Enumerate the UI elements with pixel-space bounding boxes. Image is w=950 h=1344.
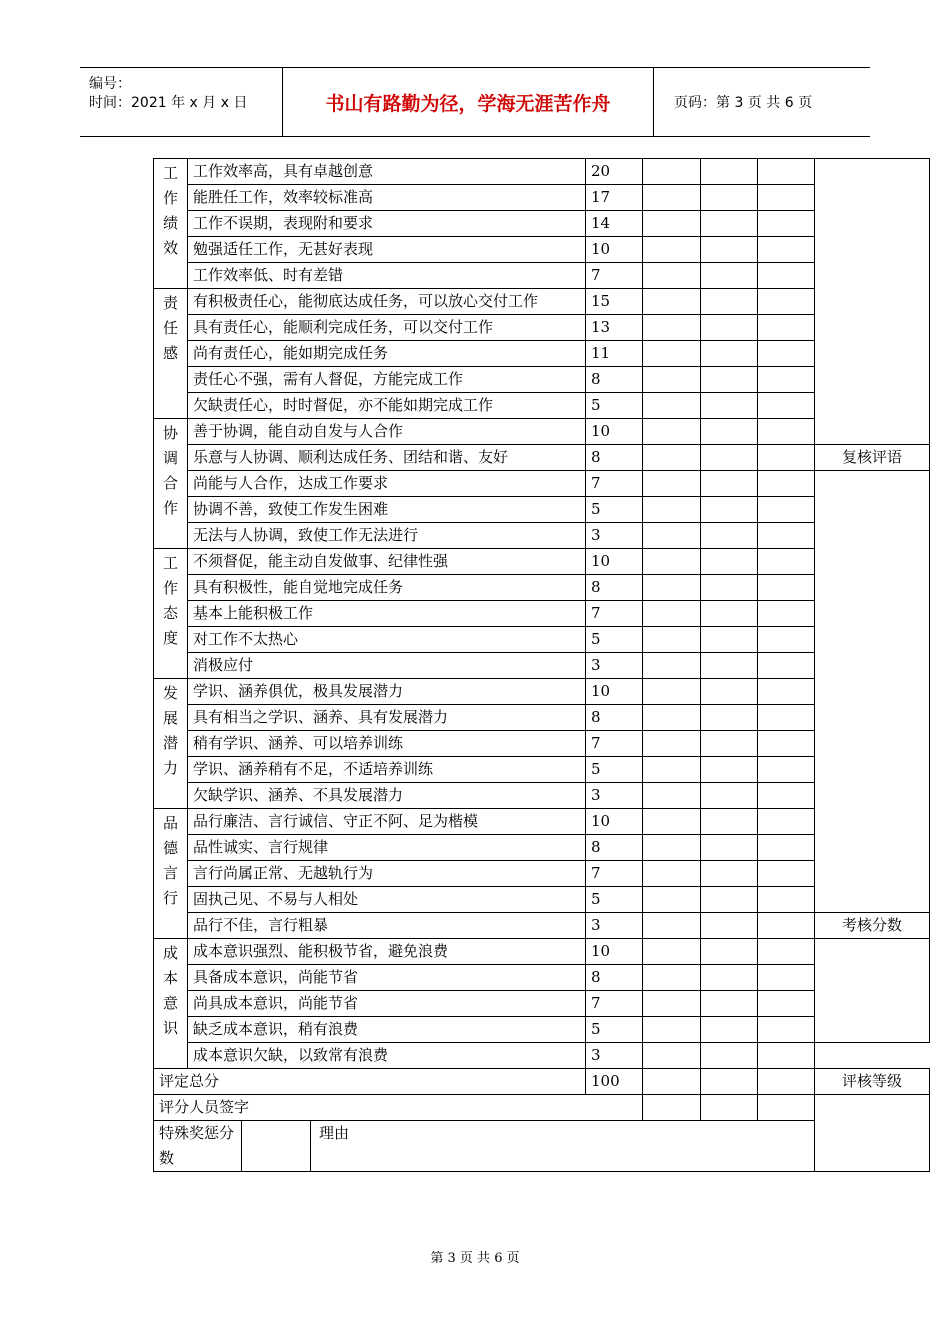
self-score-cell — [643, 211, 701, 237]
table-row — [154, 809, 930, 835]
self-score-cell — [643, 705, 701, 731]
self-score-cell — [643, 809, 701, 835]
review-score-cell — [758, 211, 815, 237]
criterion-desc: 乐意与人协调、顺利达成任务、团结和谐、友好 — [188, 445, 586, 471]
review-score-cell — [758, 393, 815, 419]
criterion-desc: 协调不善，致使工作发生困难 — [188, 497, 586, 523]
criterion-desc: 对工作不太热心 — [188, 627, 586, 653]
table-row — [154, 367, 930, 393]
self-score-cell — [643, 783, 701, 809]
manager-score-cell — [701, 211, 758, 237]
manager-score-cell — [701, 913, 758, 939]
criterion-desc: 欠缺责任心，时时督促，亦不能如期完成工作 — [188, 393, 586, 419]
review-score-cell — [758, 471, 815, 497]
review-score-cell — [758, 159, 815, 185]
review-score-cell — [758, 523, 815, 549]
table-row — [154, 211, 930, 237]
criterion-desc: 具有责任心，能顺利完成任务，可以交付工作 — [188, 315, 586, 341]
manager-score-cell — [701, 1043, 758, 1069]
total-score: 100 — [586, 1069, 643, 1095]
table-row — [154, 887, 930, 913]
criterion-desc: 尚能与人合作，达成工作要求 — [188, 471, 586, 497]
manager-score-cell — [701, 471, 758, 497]
total-self-cell — [643, 1069, 701, 1095]
self-score-cell — [643, 523, 701, 549]
review-score-cell — [758, 679, 815, 705]
review-score-cell — [758, 341, 815, 367]
criterion-desc: 学识、涵养稍有不足，不适培养训练 — [188, 757, 586, 783]
review-score-cell — [758, 549, 815, 575]
table-row — [154, 263, 930, 289]
criterion-desc: 工作效率高，具有卓越创意 — [188, 159, 586, 185]
review-score-cell — [758, 887, 815, 913]
table-row — [154, 289, 930, 315]
self-score-cell — [643, 341, 701, 367]
criterion-score: 5 — [586, 627, 643, 653]
review-comment-label: 复核评语 — [815, 445, 930, 471]
self-score-cell — [643, 653, 701, 679]
review-score-cell — [758, 497, 815, 523]
category-label: 工作态度 — [163, 554, 179, 647]
review-score-cell — [758, 185, 815, 211]
table-row — [154, 237, 930, 263]
table-row — [154, 991, 930, 1017]
criterion-score: 5 — [586, 887, 643, 913]
criterion-desc: 具有相当之学识、涵养、具有发展潜力 — [188, 705, 586, 731]
category-label: 责任感 — [163, 294, 179, 362]
review-score-cell — [758, 757, 815, 783]
self-score-cell — [643, 159, 701, 185]
review-score-cell — [758, 445, 815, 471]
category-label: 协调合作 — [163, 424, 179, 517]
review-score-cell — [758, 653, 815, 679]
self-score-cell — [643, 757, 701, 783]
manager-score-cell — [701, 237, 758, 263]
manager-score-cell — [701, 653, 758, 679]
manager-score-cell — [701, 679, 758, 705]
manager-score-cell — [701, 393, 758, 419]
review-score-cell — [758, 965, 815, 991]
manager-score-cell — [701, 757, 758, 783]
self-score-cell — [643, 731, 701, 757]
review-score-cell — [758, 1043, 815, 1069]
table-row — [154, 731, 930, 757]
category-cell — [154, 289, 188, 419]
criterion-score: 17 — [586, 185, 643, 211]
table-row — [154, 341, 930, 367]
criterion-desc: 无法与人协调，致使工作无法进行 — [188, 523, 586, 549]
table-row — [154, 965, 930, 991]
criterion-score: 3 — [586, 913, 643, 939]
criterion-score: 3 — [586, 1043, 643, 1069]
criterion-score: 7 — [586, 991, 643, 1017]
category-cell — [154, 939, 188, 1069]
criterion-score: 20 — [586, 159, 643, 185]
manager-score-cell — [701, 809, 758, 835]
self-score-cell — [643, 497, 701, 523]
category-label: 工作绩效 — [163, 164, 179, 257]
criterion-score: 7 — [586, 263, 643, 289]
review-score-cell — [758, 705, 815, 731]
table-row — [154, 549, 930, 575]
criterion-score: 15 — [586, 289, 643, 315]
manager-score-cell — [701, 575, 758, 601]
manager-score-cell — [701, 783, 758, 809]
review-score-cell — [758, 1017, 815, 1043]
side-blank — [815, 159, 930, 445]
manager-score-cell — [701, 549, 758, 575]
page-header — [80, 67, 870, 137]
criterion-desc: 成本意识强烈、能积极节省，避免浪费 — [188, 939, 586, 965]
table-row — [154, 159, 930, 185]
review-score-cell — [758, 913, 815, 939]
special-row — [154, 1121, 930, 1172]
header-meta — [80, 68, 283, 136]
category-cell — [154, 419, 188, 549]
review-score-cell — [758, 601, 815, 627]
manager-score-cell — [701, 861, 758, 887]
criterion-score: 5 — [586, 497, 643, 523]
criterion-desc: 消极应付 — [188, 653, 586, 679]
review-score-cell — [758, 419, 815, 445]
criterion-score: 3 — [586, 523, 643, 549]
table-row — [154, 679, 930, 705]
assessment-score-label: 考核分数 — [815, 913, 930, 939]
signature-row — [154, 1095, 930, 1121]
criterion-score: 8 — [586, 445, 643, 471]
review-score-cell — [758, 367, 815, 393]
total-review-cell — [758, 1069, 815, 1095]
review-score-cell — [758, 835, 815, 861]
manager-score-cell — [701, 601, 758, 627]
manager-score-cell — [701, 705, 758, 731]
table-row — [154, 185, 930, 211]
self-score-cell — [643, 367, 701, 393]
self-score-cell — [643, 549, 701, 575]
table-row — [154, 575, 930, 601]
manager-score-cell — [701, 289, 758, 315]
review-score-cell — [758, 575, 815, 601]
self-score-cell — [643, 991, 701, 1017]
self-score-cell — [643, 419, 701, 445]
criterion-score: 3 — [586, 653, 643, 679]
total-manager-cell — [701, 1069, 758, 1095]
category-cell — [154, 809, 188, 939]
review-score-cell — [758, 289, 815, 315]
category-cell — [154, 549, 188, 679]
criterion-desc: 有积极责任心，能彻底达成任务，可以放心交付工作 — [188, 289, 586, 315]
manager-score-cell — [701, 315, 758, 341]
self-score-cell — [643, 315, 701, 341]
criterion-score: 7 — [586, 861, 643, 887]
self-score-cell — [643, 471, 701, 497]
self-score-cell — [643, 835, 701, 861]
table-row — [154, 393, 930, 419]
assessment-score-area — [815, 939, 930, 1043]
criterion-score: 7 — [586, 601, 643, 627]
criterion-score: 3 — [586, 783, 643, 809]
table-row — [154, 445, 930, 471]
category-label: 成本意识 — [163, 944, 179, 1037]
review-score-cell — [758, 263, 815, 289]
self-score-cell — [643, 289, 701, 315]
manager-score-cell — [701, 263, 758, 289]
category-cell — [154, 159, 188, 289]
criterion-desc: 具有积极性，能自觉地完成任务 — [188, 575, 586, 601]
manager-score-cell — [701, 419, 758, 445]
self-score-cell — [643, 965, 701, 991]
criterion-desc: 成本意识欠缺，以致常有浪费 — [188, 1043, 586, 1069]
table-row — [154, 757, 930, 783]
number-label: 编号： — [89, 76, 131, 92]
table-row — [154, 705, 930, 731]
criterion-desc: 责任心不强，需有人督促，方能完成工作 — [188, 367, 586, 393]
self-score-cell — [643, 575, 701, 601]
criterion-desc: 基本上能积极工作 — [188, 601, 586, 627]
criterion-score: 8 — [586, 575, 643, 601]
table-row — [154, 653, 930, 679]
self-score-cell — [643, 237, 701, 263]
manager-score-cell — [701, 497, 758, 523]
criterion-score: 8 — [586, 835, 643, 861]
criterion-score: 10 — [586, 237, 643, 263]
special-reason-label: 理由 — [311, 1121, 815, 1172]
table-row — [154, 315, 930, 341]
criterion-score: 5 — [586, 1017, 643, 1043]
assessment-grade-label: 评核等级 — [815, 1069, 930, 1095]
self-score-cell — [643, 601, 701, 627]
criterion-score: 10 — [586, 939, 643, 965]
manager-score-cell — [701, 185, 758, 211]
criterion-score: 11 — [586, 341, 643, 367]
criterion-score: 10 — [586, 419, 643, 445]
review-score-cell — [758, 627, 815, 653]
evaluation-table — [153, 158, 930, 1172]
table-row — [154, 861, 930, 887]
criterion-desc: 学识、涵养俱优，极具发展潜力 — [188, 679, 586, 705]
self-score-cell — [643, 263, 701, 289]
table-row — [154, 835, 930, 861]
criterion-score: 7 — [586, 471, 643, 497]
self-score-cell — [643, 913, 701, 939]
signature-cell — [643, 1095, 701, 1121]
manager-score-cell — [701, 965, 758, 991]
table-row — [154, 419, 930, 445]
self-score-cell — [643, 939, 701, 965]
manager-score-cell — [701, 991, 758, 1017]
criterion-score: 7 — [586, 731, 643, 757]
total-label: 评定总分 — [154, 1069, 586, 1095]
criterion-desc: 工作效率低、时有差错 — [188, 263, 586, 289]
criterion-score: 8 — [586, 705, 643, 731]
criterion-desc: 稍有学识、涵养、可以培养训练 — [188, 731, 586, 757]
criterion-desc: 品行不佳，言行粗暴 — [188, 913, 586, 939]
manager-score-cell — [701, 1017, 758, 1043]
signature-label: 评分人员签字 — [154, 1095, 643, 1121]
criterion-desc: 言行尚属正常、无越轨行为 — [188, 861, 586, 887]
manager-score-cell — [701, 159, 758, 185]
review-score-cell — [758, 731, 815, 757]
manager-score-cell — [701, 887, 758, 913]
self-score-cell — [643, 679, 701, 705]
review-score-cell — [758, 939, 815, 965]
self-score-cell — [643, 1017, 701, 1043]
category-label: 发展潜力 — [163, 684, 179, 777]
criterion-score: 5 — [586, 393, 643, 419]
special-label: 特殊奖惩分 数 — [154, 1121, 242, 1172]
self-score-cell — [643, 393, 701, 419]
table-row — [154, 471, 930, 497]
category-label: 品德言行 — [163, 814, 179, 907]
manager-score-cell — [701, 367, 758, 393]
self-score-cell — [643, 1043, 701, 1069]
table-row — [154, 913, 930, 939]
criterion-score: 13 — [586, 315, 643, 341]
criterion-score: 10 — [586, 809, 643, 835]
signature-cell — [758, 1095, 815, 1121]
criterion-desc: 能胜任工作，效率较标准高 — [188, 185, 586, 211]
table-row — [154, 939, 930, 965]
manager-score-cell — [701, 523, 758, 549]
total-row — [154, 1069, 930, 1095]
criterion-desc: 品性诚实、言行规律 — [188, 835, 586, 861]
table-row — [154, 1017, 930, 1043]
criterion-desc: 尚具成本意识，尚能节省 — [188, 991, 586, 1017]
self-score-cell — [643, 627, 701, 653]
manager-score-cell — [701, 341, 758, 367]
criterion-desc: 不须督促，能主动自发做事、纪律性强 — [188, 549, 586, 575]
criterion-score: 14 — [586, 211, 643, 237]
category-cell — [154, 679, 188, 809]
criterion-desc: 品行廉洁、言行诚信、守正不阿、足为楷模 — [188, 809, 586, 835]
criterion-score: 10 — [586, 679, 643, 705]
table-row — [154, 497, 930, 523]
criterion-desc: 固执己见、不易与人相处 — [188, 887, 586, 913]
page-footer: 第 3 页 共 6 页 — [430, 1251, 520, 1266]
table-row — [154, 523, 930, 549]
table-row — [154, 601, 930, 627]
header-motto: 书山有路勤为径，学海无涯苦作舟 — [283, 68, 654, 136]
table-row — [154, 783, 930, 809]
self-score-cell — [643, 861, 701, 887]
manager-score-cell — [701, 835, 758, 861]
review-score-cell — [758, 237, 815, 263]
criterion-desc: 善于协调，能自动自发与人合作 — [188, 419, 586, 445]
self-score-cell — [643, 887, 701, 913]
criterion-score: 5 — [586, 757, 643, 783]
review-comment-area — [815, 471, 930, 913]
signature-cell — [701, 1095, 758, 1121]
manager-score-cell — [701, 731, 758, 757]
criterion-desc: 尚有责任心，能如期完成任务 — [188, 341, 586, 367]
criterion-score: 10 — [586, 549, 643, 575]
header-page-label: 页码：第 3 页 共 6 页 — [674, 95, 813, 111]
criterion-desc: 具备成本意识，尚能节省 — [188, 965, 586, 991]
review-score-cell — [758, 809, 815, 835]
review-score-cell — [758, 783, 815, 809]
review-score-cell — [758, 861, 815, 887]
table-row — [154, 1043, 930, 1069]
criterion-score: 8 — [586, 965, 643, 991]
review-score-cell — [758, 315, 815, 341]
manager-score-cell — [701, 627, 758, 653]
grade-area — [815, 1095, 930, 1172]
time-label: 时间：2021 年 x 月 x 日 — [89, 95, 248, 111]
review-score-cell — [758, 991, 815, 1017]
criterion-desc: 欠缺学识、涵养、不具发展潜力 — [188, 783, 586, 809]
manager-score-cell — [701, 445, 758, 471]
self-score-cell — [643, 185, 701, 211]
criterion-score: 8 — [586, 367, 643, 393]
criterion-desc: 缺乏成本意识，稍有浪费 — [188, 1017, 586, 1043]
criterion-desc: 勉强适任工作，无甚好表现 — [188, 237, 586, 263]
self-score-cell — [643, 445, 701, 471]
table-row — [154, 627, 930, 653]
criterion-desc: 工作不误期，表现附和要求 — [188, 211, 586, 237]
manager-score-cell — [701, 939, 758, 965]
